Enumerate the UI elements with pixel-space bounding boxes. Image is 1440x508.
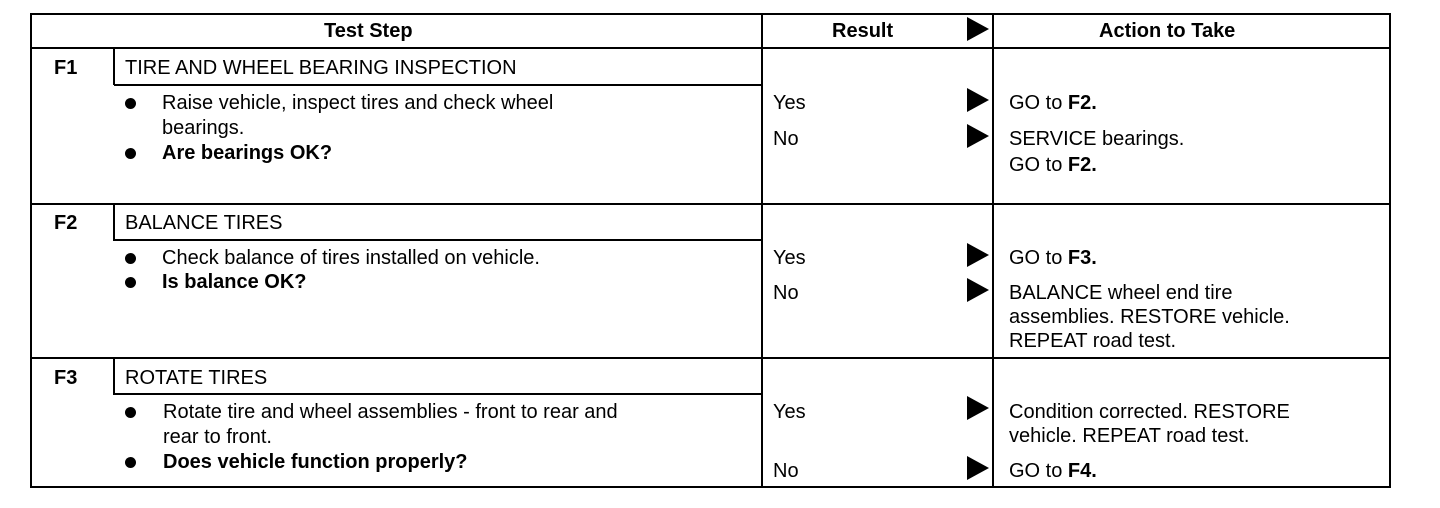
step-id: F3 bbox=[54, 367, 78, 389]
action-text: REPEAT road test. bbox=[1009, 330, 1177, 352]
title-underline bbox=[114, 84, 762, 86]
step-id: F2 bbox=[54, 212, 78, 234]
result-no: No bbox=[773, 460, 799, 482]
step-bullet-line: rear to front. bbox=[163, 426, 272, 448]
action-text: BALANCE wheel end tire bbox=[1009, 282, 1233, 304]
arrow-icon bbox=[967, 278, 989, 302]
id-divider bbox=[113, 359, 115, 395]
arrow-icon bbox=[967, 124, 989, 148]
arrow-icon bbox=[967, 456, 989, 480]
step-question: Is balance OK? bbox=[162, 271, 307, 293]
bullet-icon bbox=[125, 98, 136, 109]
step-bullet-line: bearings. bbox=[162, 117, 245, 139]
header-divider bbox=[32, 47, 1389, 49]
bullet-icon bbox=[125, 407, 136, 418]
id-divider bbox=[113, 49, 115, 85]
arrow-icon bbox=[967, 243, 989, 267]
bullet-icon bbox=[125, 457, 136, 468]
title-underline bbox=[114, 393, 762, 395]
step-title: ROTATE TIRES bbox=[125, 367, 268, 389]
action-text: GO to F2. bbox=[1009, 154, 1097, 176]
step-bullet-line: Rotate tire and wheel assemblies - front to rear and bbox=[163, 401, 618, 423]
step-id: F1 bbox=[54, 57, 78, 79]
bullet-icon bbox=[125, 253, 136, 264]
action-text: assemblies. RESTORE vehicle. bbox=[1009, 306, 1290, 328]
step-question: Are bearings OK? bbox=[162, 142, 333, 164]
bullet-icon bbox=[125, 148, 136, 159]
header-test-step: Test Step bbox=[324, 20, 413, 42]
diagnostic-table bbox=[30, 13, 1391, 488]
column-divider bbox=[992, 15, 994, 486]
result-no: No bbox=[773, 128, 799, 150]
row-divider bbox=[32, 357, 1389, 359]
action-text: GO to F2. bbox=[1009, 92, 1097, 114]
action-text: SERVICE bearings. bbox=[1009, 128, 1185, 150]
action-text: vehicle. REPEAT road test. bbox=[1009, 425, 1250, 447]
arrow-icon bbox=[967, 88, 989, 112]
step-bullet-line: Check balance of tires installed on vehicle. bbox=[162, 247, 540, 269]
header-action: Action to Take bbox=[1099, 20, 1236, 42]
result-no: No bbox=[773, 282, 799, 304]
header-result: Result bbox=[832, 20, 894, 42]
result-yes: Yes bbox=[773, 247, 806, 269]
arrow-icon bbox=[967, 396, 989, 420]
result-yes: Yes bbox=[773, 401, 806, 423]
action-text: Condition corrected. RESTORE bbox=[1009, 401, 1290, 423]
arrow-icon bbox=[967, 17, 989, 41]
action-text: GO to F4. bbox=[1009, 460, 1097, 482]
step-title: TIRE AND WHEEL BEARING INSPECTION bbox=[125, 57, 517, 79]
column-divider bbox=[761, 15, 763, 486]
title-underline bbox=[114, 239, 762, 241]
bullet-icon bbox=[125, 277, 136, 288]
row-divider bbox=[32, 203, 1389, 205]
result-yes: Yes bbox=[773, 92, 806, 114]
id-divider bbox=[113, 205, 115, 241]
step-question: Does vehicle function properly? bbox=[163, 451, 468, 473]
step-bullet-line: Raise vehicle, inspect tires and check wheel bbox=[162, 92, 554, 114]
step-title: BALANCE TIRES bbox=[125, 212, 283, 234]
action-text: GO to F3. bbox=[1009, 247, 1097, 269]
